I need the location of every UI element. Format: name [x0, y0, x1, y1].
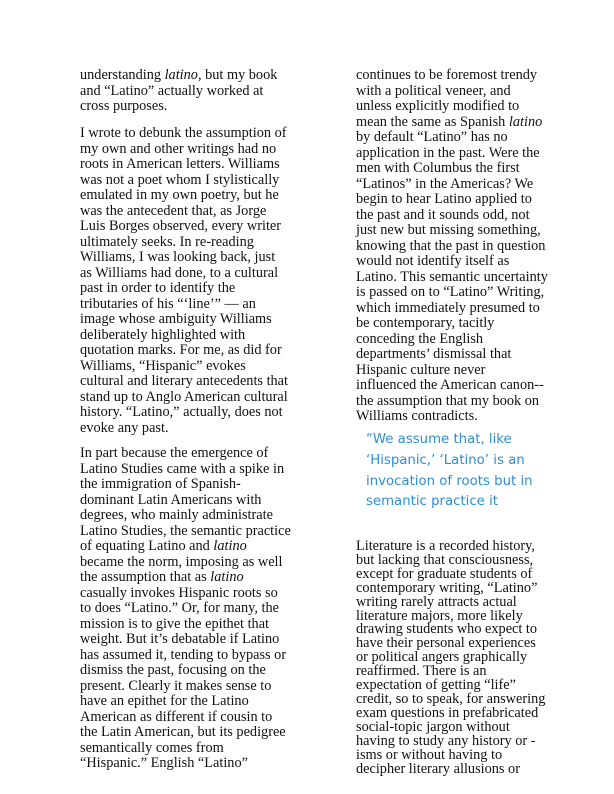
- italic-term: latino: [213, 538, 247, 554]
- paragraph-4: continues to be foremost trendy with a political veneer, and unless explicitly modified to mean the same as Spanish latino by default “Latino” has no application in the past. Were the men with Columbus the first “Latinos” in the Americas? We begin to hear Latino applied to the past and it sounds odd, not just new but missing something, knowing that the past in question would not identify itself as Latino. This semantic uncertainty is passed on to “Latino” Writing, which immediately presumed to be contemporary, tacitly conceding the English departments’ dismissal that Hispanic culture never influenced the American canon-- the assumption that my book on Williams contradicts.: [356, 67, 548, 424]
- paragraph-3: In part because the emergence of Latino Studies came with a spike in the immigration of Spanish- dominant Latin Americans with degrees, who mainly administrate Latino Studies, the semantic practice of equating Latino and latino became the norm, imposing as well the assumption that as latino casually invokes Hispanic roots so to does “Latino.” Or, for many, the mission is to give the epithet that weight. But it’s debatable if Latino has assumed it, tending to bypass or dismiss the past, focusing on the present. Clearly it makes sense to have an epithet for the Latino American as different if cousin to the Latin American, but its pedigree semantically comes from “Hispanic.” English “Latino”: [80, 445, 291, 771]
- italic-term: latino: [164, 67, 198, 83]
- italic-term: latino: [210, 569, 244, 585]
- paragraph-2: I wrote to debunk the assumption of my own and other writings had no roots in American letters. Williams was not a poet whom I stylistically emulated in my own poetry, but he was the antecedent that, as Jorge Luis Borges observed, every writer ultimately seeks. In re-reading Williams, I was looking back, just as Williams had done, to a cultural past in order to identify the tributaries of his “‘line’” — an image whose ambiguity Williams deliberately highlighted with quotation marks. For me, as did for Williams, “Hispanic” evokes cultural and literary antecedents that stand up to Anglo American cultural history. “Latino,” actually, does not evoke any past.: [80, 125, 289, 436]
- italic-term: latino: [508, 113, 543, 130]
- paragraph-5: Literature is a recorded history, but lacking that consciousness, except for graduate students of contemporary writing, “Latino” writing rarely attracts actual literature majors, more likely drawing students who expect to have their personal experiences or political angers graphically reaffirmed. There is an expectation of getting “life” credit, so to speak, for answering exam questions in prefabricated social-topic jargon without having to study any history or - isms or without having to decipher literary allusions or: [356, 538, 546, 777]
- paragraph-1: understanding latino, but my book and “Latino” actually worked at cross purposes.: [80, 67, 278, 114]
- pull-quote: “We assume that, like ‘Hispanic,’ ‘Latino’ is an invocation of roots but in semantic practice it: [366, 432, 533, 510]
